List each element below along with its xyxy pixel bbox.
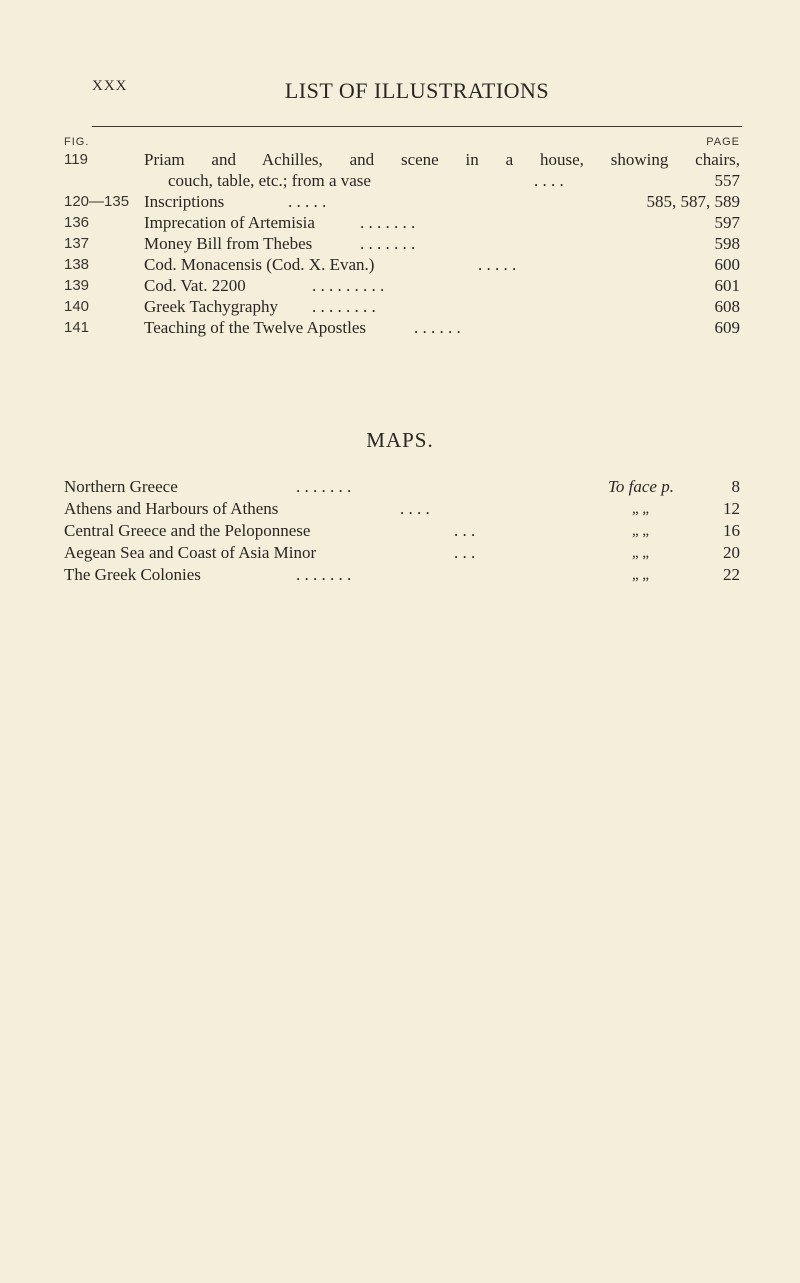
figure-caption: Cod. Vat. 2200 [144,276,246,295]
dot-leader: . . . . . . . [360,213,416,232]
dot-leader: . . . . . [478,255,517,274]
figure-caption: Greek Tachygraphy [144,297,278,316]
map-title: Central Greece and the Peloponnese [64,521,311,540]
page-number: 12 [723,499,740,518]
page-number: 597 [714,213,740,232]
page-number: 20 [723,543,740,562]
page-number: 609 [714,318,740,337]
list-item [64,296,740,317]
dot-leader: . . . . [400,499,430,518]
dot-leader: . . . . . . . [296,565,352,584]
list-item [64,149,740,170]
list-item [64,520,740,542]
page-column-label: PAGE [706,136,740,148]
page-number: 16 [723,521,740,540]
figure-number: 136 [64,214,90,231]
figure-caption: Imprecation of Artemisia [144,213,315,232]
list-item [64,476,740,498]
dot-leader: . . . [454,543,476,562]
dot-leader: . . . . . . . [296,477,352,496]
figure-number: 138 [64,256,90,273]
figure-caption: Money Bill from Thebes [144,234,313,253]
list-item [64,542,740,564]
map-title: The Greek Colonies [64,565,201,584]
list-item [64,233,740,254]
dot-leader: . . . [454,521,476,540]
figure-caption: Inscriptions [144,192,225,211]
dot-leader: . . . . [534,171,564,190]
page-number: 557 [714,171,740,190]
list-item [64,170,740,191]
dot-leader: . . . . . . . . [312,297,376,316]
fig-column-label: FIG. [64,136,90,148]
page-number: 8 [731,477,740,496]
list-item [64,275,740,296]
figure-number: 139 [64,277,90,294]
page-header [92,78,742,108]
figure-caption: Priam and Achilles, and scene in a house, showing chairs, [144,150,740,169]
roman-page-number: XXX [92,78,128,94]
map-title: Athens and Harbours of Athens [64,499,279,518]
map-title: Northern Greece [64,477,178,496]
map-title: Aegean Sea and Coast of Asia Minor [64,543,317,562]
figure-number: 141 [64,319,90,336]
figure-caption: Teaching of the Twelve Apostles [144,318,367,337]
figure-number: 120—135 [64,193,130,210]
figure-number: 119 [64,151,88,168]
dot-leader: . . . . . . . . . [312,276,385,295]
list-item [64,498,740,520]
list-item [64,191,740,212]
page-number: 22 [723,565,740,584]
page-number: 601 [714,276,740,295]
ditto-mark: „ „ [632,545,650,561]
list-item [64,212,740,233]
dot-leader: . . . . . . . [360,234,416,253]
page-number: 608 [714,297,740,316]
ditto-mark: „ „ [632,501,650,517]
dot-leader: . . . . . [288,192,327,211]
page-number: 585, 587, 589 [646,192,740,211]
figure-caption-continued: couch, table, etc.; from a vase [168,171,371,190]
figure-list [64,149,740,338]
page-number: 600 [714,255,740,274]
figure-number: 137 [64,235,90,252]
maps-heading: MAPS. [366,428,434,452]
figure-number: 140 [64,298,90,315]
map-reference: To face p. [608,477,674,496]
ditto-mark: „ „ [632,523,650,539]
list-item [64,317,740,338]
figure-caption: Cod. Monacensis (Cod. X. Evan.) [144,255,375,274]
list-item [64,254,740,275]
page-title: LIST OF ILLUSTRATIONS [284,78,550,103]
page-number: 598 [714,234,740,253]
map-list [64,476,740,586]
dot-leader: . . . . . . [414,318,461,337]
list-item [64,564,740,586]
header-rule [92,126,742,127]
ditto-mark: „ „ [632,567,650,583]
